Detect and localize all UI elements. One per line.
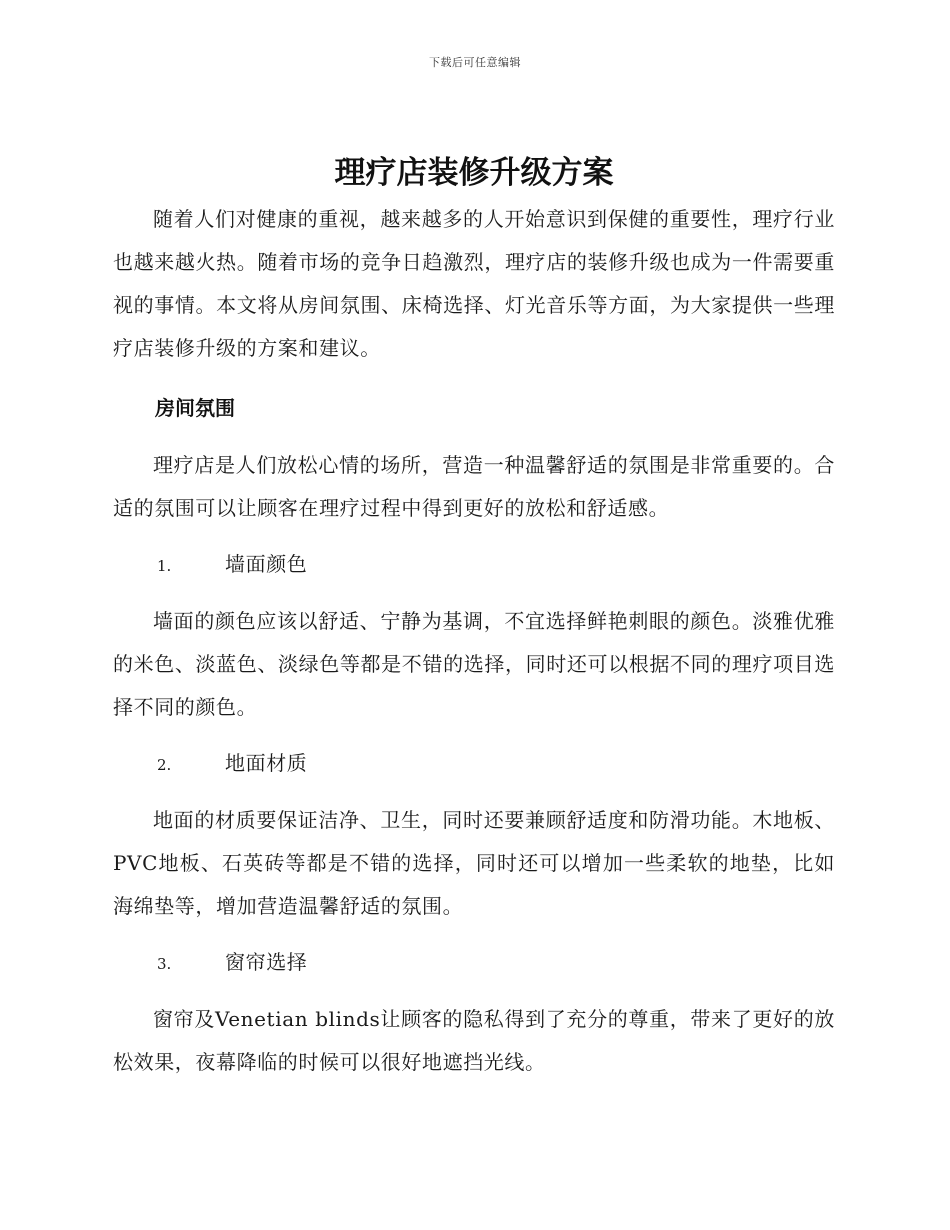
page-title: 理疗店装修升级方案 <box>334 155 614 191</box>
item-label: 窗帘选择 <box>225 950 308 974</box>
item-paragraph: 墙面的颜色应该以舒适、宁静为基调，不宜选择鲜艳刺眼的颜色。淡雅优雅的米色、淡蓝色、淡绿色等都是不错的选择，同时还可以根据不同的理疗项目选择不同的颜色。 <box>113 609 835 719</box>
item-label: 墙面颜色 <box>225 552 308 576</box>
item-number: 2. <box>157 756 172 774</box>
header-note: 下载后可任意编辑 <box>429 56 521 69</box>
section-heading: 房间氛围 <box>155 396 235 420</box>
numbered-item-heading <box>157 948 835 978</box>
item-number: 1. <box>157 557 172 575</box>
document-body <box>113 150 835 1084</box>
item-label: 地面材质 <box>225 751 308 775</box>
numbered-item-heading <box>157 550 835 580</box>
intro-paragraph: 随着人们对健康的重视，越来越多的人开始意识到保健的重要性，理疗行业也越来越火热。随着市场的竞争日趋激烈，理疗店的装修升级也成为一件需要重视的事情。本文将从房间氛围、床椅选择、灯光音乐等方面，为大家提供一些理疗店装修升级的方案和建议。 <box>113 207 835 360</box>
item-paragraph: 窗帘及Venetian blinds让顾客的隐私得到了充分的尊重，带来了更好的放松效果，夜幕降临的时候可以很好地遮挡光线。 <box>113 1007 835 1074</box>
numbered-item-heading <box>157 749 835 779</box>
section-intro-paragraph: 理疗店是人们放松心情的场所，营造一种温馨舒适的氛围是非常重要的。合适的氛围可以让顾客在理疗过程中得到更好的放松和舒适感。 <box>113 453 835 520</box>
item-paragraph: 地面的材质要保证洁净、卫生，同时还要兼顾舒适度和防滑功能。木地板、PVC地板、石英砖等都是不错的选择，同时还可以增加一些柔软的地垫，比如海绵垫等，增加营造温馨舒适的氛围。 <box>113 808 835 918</box>
item-number: 3. <box>157 955 172 973</box>
